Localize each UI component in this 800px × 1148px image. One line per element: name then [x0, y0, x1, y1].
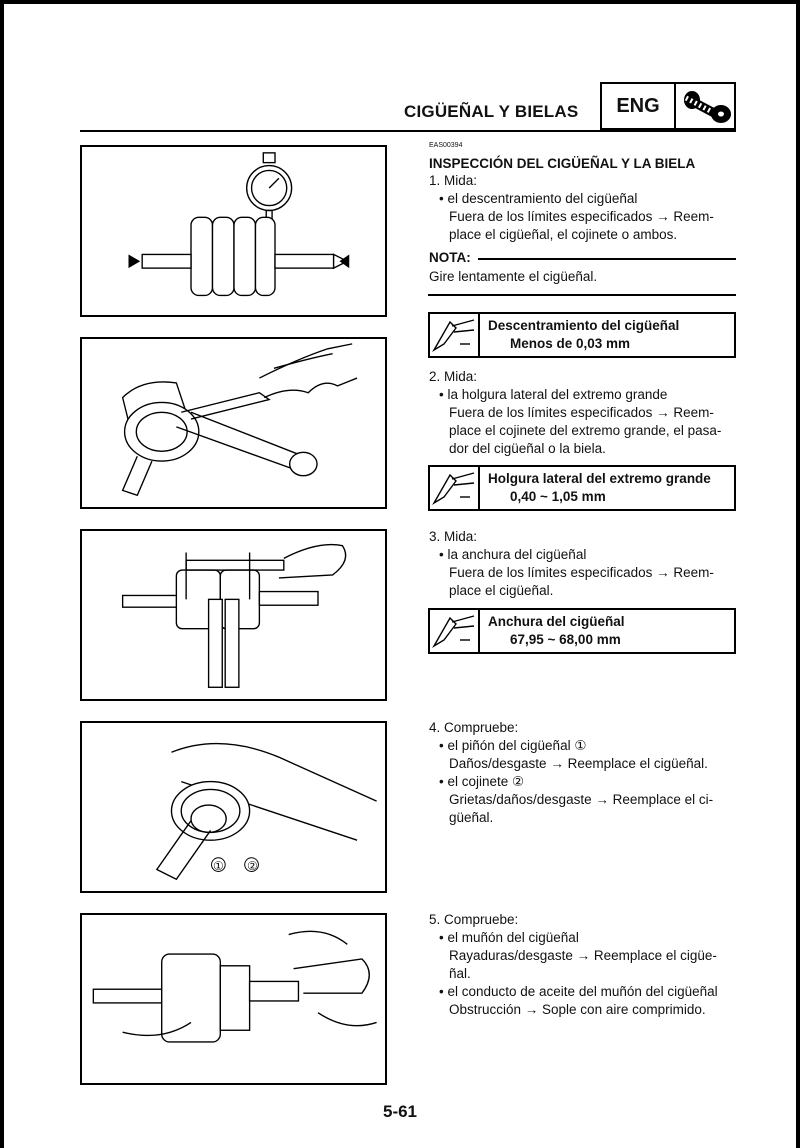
- page-title: CIGÜEÑAL Y BIELAS: [404, 102, 579, 121]
- step-4-detail: Grietas/daños/desgaste → Reemplace el ci-: [449, 792, 714, 807]
- spec-value: 67,95 ~ 68,00 mm: [510, 632, 621, 647]
- step-1-detail: Fuera de los límites especificados → Reem-: [449, 209, 714, 224]
- page-number: 5-61: [382, 1102, 418, 1121]
- section-heading: INSPECCIÓN DEL CIGÜEÑAL Y LA BIELA: [429, 156, 696, 171]
- figure-callout-gear: ①: [213, 859, 224, 873]
- step-4-detail: güeñal.: [449, 810, 494, 825]
- step-2-detail: dor del cigüeñal o la biela.: [449, 441, 606, 456]
- step-2-title: 2. Mida:: [429, 369, 478, 384]
- step-1-item: • el descentramiento del cigüeñal: [439, 191, 638, 206]
- figure-crank-sprocket-bearing: [80, 721, 387, 893]
- step-1-detail: place el cigüeñal, el cojinete o ambos.: [449, 227, 678, 242]
- note-rule-bottom: [428, 294, 736, 296]
- step-2-detail: Fuera de los límites especificados → Reem-: [449, 405, 714, 420]
- figure-oil-passage-air-blow: [80, 913, 387, 1085]
- step-4-detail: Daños/desgaste → Reemplace el cigüeñal.: [449, 756, 708, 771]
- step-5-detail: Obstrucción → Sople con aire comprimido.: [449, 1002, 706, 1017]
- step-2-item: • la holgura lateral del extremo grande: [439, 387, 668, 402]
- step-5-item: • el muñón del cigüeñal: [439, 930, 579, 945]
- caliper-icon: [430, 610, 480, 652]
- step-3-detail: Fuera de los límites especificados → Reem-: [449, 565, 714, 580]
- figure-side-clearance-feeler: [80, 337, 387, 509]
- figure-callout-bearing: ②: [247, 859, 258, 873]
- step-5-title: 5. Compruebe:: [429, 912, 519, 927]
- step-3-item: • la anchura del cigüeñal: [439, 547, 587, 562]
- note-label: NOTA:: [429, 250, 471, 265]
- section-badge: [600, 82, 736, 130]
- note-text: Gire lentamente el cigüeñal.: [429, 269, 598, 284]
- badge-label: ENG: [602, 84, 676, 128]
- step-5-detail: Rayaduras/desgaste → Reemplace el cigüe-: [449, 948, 717, 963]
- engine-icon: [676, 86, 734, 126]
- step-1-title: 1. Mida:: [429, 173, 478, 188]
- header-rule: [80, 130, 736, 132]
- spec-title: Descentramiento del cigüeñal: [488, 318, 680, 333]
- spec-title: Holgura lateral del extremo grande: [488, 471, 711, 486]
- step-5-item: • el conducto de aceite del muñón del cigüeñal: [439, 984, 718, 999]
- spec-box-runout: [428, 312, 736, 358]
- step-4-title: 4. Compruebe:: [429, 720, 519, 735]
- step-4-item: • el piñón del cigüeñal ①: [439, 738, 587, 753]
- spec-box-crank-width: [428, 608, 736, 654]
- step-3-detail: place el cigüeñal.: [449, 583, 554, 598]
- spec-title: Anchura del cigüeñal: [488, 614, 625, 629]
- caliper-icon: [430, 314, 480, 356]
- step-2-detail: place el cojinete del extremo grande, el pasa-: [449, 423, 722, 438]
- section-code: EAS00394: [429, 142, 463, 149]
- figure-runout-dial-gauge: [80, 145, 387, 317]
- step-4-item: • el cojinete ②: [439, 774, 525, 789]
- step-3-title: 3. Mida:: [429, 529, 478, 544]
- step-5-detail: ñal.: [449, 966, 471, 981]
- spec-value: Menos de 0,03 mm: [510, 336, 631, 351]
- figure-crank-width-caliper: [80, 529, 387, 701]
- caliper-icon: [430, 467, 480, 509]
- spec-value: 0,40 ~ 1,05 mm: [510, 489, 606, 504]
- note-rule-top: [478, 258, 736, 260]
- spec-box-side-clearance: [428, 465, 736, 511]
